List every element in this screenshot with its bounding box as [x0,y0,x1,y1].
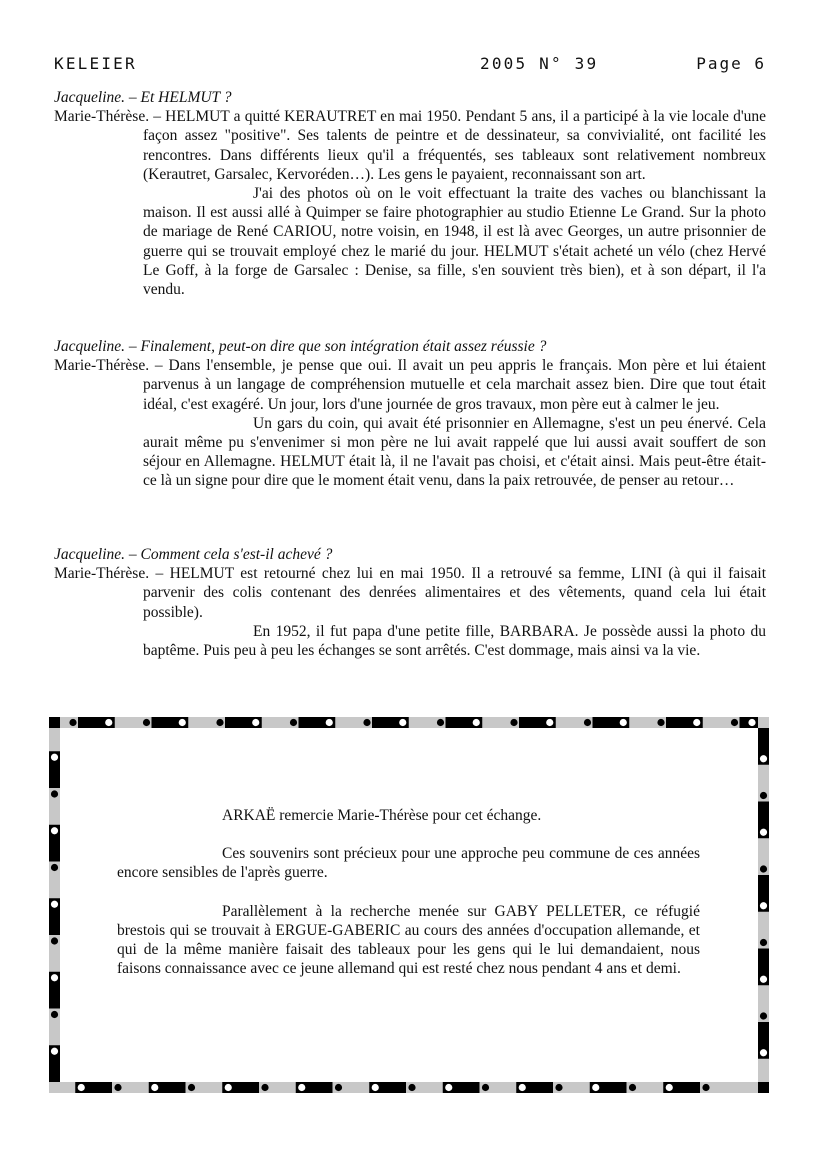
border-dot [298,1084,305,1091]
answer-continuation: En 1952, il fut papa d'une petite fille, BARBARA. Je possède aussi la photo du baptême. Puis peu à peu les échanges se sont arrêtés. C'est dommage, mais ainsi va la vie. [143,622,766,660]
page-header [54,54,766,76]
border-dot [760,792,767,799]
question: Jacqueline. – Comment cela s'est-il achevé ? [54,546,333,563]
publication-name: KELEIER [54,54,137,73]
border-dot [555,1084,562,1091]
border-dot [335,1084,342,1091]
border-dot [216,719,223,726]
border-dot [482,1084,489,1091]
border-dot [519,1084,526,1091]
border-dot [372,1084,379,1091]
border-dot [225,1084,232,1091]
border-corner [49,717,60,728]
border-dot [760,976,767,983]
border-dot [760,1012,767,1019]
border-dot [51,974,58,981]
border-dot [51,864,58,871]
question: Jacqueline. – Finalement, peut-on dire que son intégration était assez réussie ? [54,338,547,355]
border-dot [702,1084,709,1091]
answer-continuation: J'ai des photos où on le voit effectuant la traite des vaches ou blanchissant la maison. Il est aussi allé à Quimper se faire photographier au studio Etienne Le Grand. Sur la photo de mariage de René CARIOU, notre voisin, en 1948, il est là avec Georges, un autre prisonnier de guerre qui se trouvait employé chez le marié du jour. HELMUT s'était acheté un vélo (chez Hervé Le Goff, à la forge de Garsalec : Denise, sa fille, s'en souvient très bien), et à son départ, il l'a vendu. [143,185,766,299]
border-dot [51,754,58,761]
border-dot [51,1011,58,1018]
border-dot [760,939,767,946]
border-dot [445,1084,452,1091]
answer-continuation: Un gars du coin, qui avait été prisonnier en Allemagne, s'est un peu énervé. Cela aurait même pu s'envenimer si mon père ne lui avait rappelé que lui aussi avait souffert de son séjour en Allemagne. HELMUT était là, il ne l'avait pas choisi, et c'était ainsi. Mais peut-être était-ce là un signe pour dire que le moment était venu, dans la paix retrouvée, de penser au retour… [143,414,766,490]
border-dot [51,790,58,797]
border-corner [49,1082,60,1093]
border-dot [290,719,297,726]
border-dot [105,719,112,726]
border-corner [758,1082,769,1093]
border-dot [188,1084,195,1091]
border-dot [114,1084,121,1091]
page-number: Page 6 [696,54,766,73]
border-dot [620,719,627,726]
border-dot [252,719,259,726]
border-dot [179,719,186,726]
border-dot [78,1084,85,1091]
border-dot [760,755,767,762]
border-dot [399,719,406,726]
border-dot [51,937,58,944]
acknowledgement-text [117,806,700,978]
answer: Marie-Thérèse. – HELMUT a quitté KERAUTRET en mai 1950. Pendant 5 ans, il a participé à la vie locale d'une façon assez "positive". Ses talents de peintre et de dessinateur, sa convivialité, ont facilité les rencontres. Dans différents lieux qu'il a fréquentés, ses tableaux sont relativement nombreux (Kerautret, Garsalec, Kervoréden…). Les gens le payaient, reconnaissant son art. [54,108,766,183]
border-dot [657,719,664,726]
interview-section-2 [54,337,766,491]
border-dot [629,1084,636,1091]
answer: Marie-Thérèse. – HELMUT est retourné chez lui en mai 1950. Il a retrouvé sa femme, LINI (à qui il faisait parvenir des colis contenant des denrées alimentaires et des vêtements, quand cela lui était possible). [54,565,766,621]
acknowledgement-paragraph: ARKAË remercie Marie-Thérèse pour cet échange. [222,807,542,824]
border-dot [748,719,755,726]
border-dot [69,719,76,726]
border-dot [51,901,58,908]
border-dot [408,1084,415,1091]
border-dot [760,829,767,836]
border-dot [760,865,767,872]
border-dot [546,719,553,726]
border-dot [261,1084,268,1091]
border-dot [437,719,444,726]
acknowledgement-paragraph: Ces souvenirs sont précieux pour une approche peu commune de ces années encore sensibles de l'après guerre. [117,845,700,882]
border-dot [760,1049,767,1056]
border-dot [51,827,58,834]
border-dot [363,719,370,726]
border-dot [584,719,591,726]
border-dot [143,719,150,726]
border-dot [151,1084,158,1091]
border-dot [731,719,738,726]
border-dot [326,719,333,726]
border-dot [760,902,767,909]
acknowledgement-paragraph: Parallèlement à la recherche menée sur GABY PELLETER, ce réfugié brestois qui se trouvait à ERGUE-GABERIC au cours des années d'occupation allemande, et qui de la même manière faisait des tableaux pour les gens qui le lui demandaient, nous faisons connaissance avec ce jeune allemand qui est resté chez nous pendant 4 ans et demi. [117,902,700,978]
border-dot [473,719,480,726]
border-dot [693,719,700,726]
border-dot [510,719,517,726]
interview-section-3 [54,545,766,660]
answer: Marie-Thérèse. – Dans l'ensemble, je pense que oui. Il avait un peu appris le français. Mon père et lui étaient parvenus à un langage de compréhension mutuelle et cela marchait assez bien. Dire que tout était idéal, c'est exagéré. Un jour, lors d'une journée de gros travaux, mon père eut à calmer le jeu. [54,357,766,413]
question: Jacqueline. – Et HELMUT ? [54,89,232,106]
issue-number: 2005 N° 39 [480,54,599,73]
interview-section-1 [54,88,766,299]
border-dot [592,1084,599,1091]
border-dot [51,1048,58,1055]
border-dot [666,1084,673,1091]
